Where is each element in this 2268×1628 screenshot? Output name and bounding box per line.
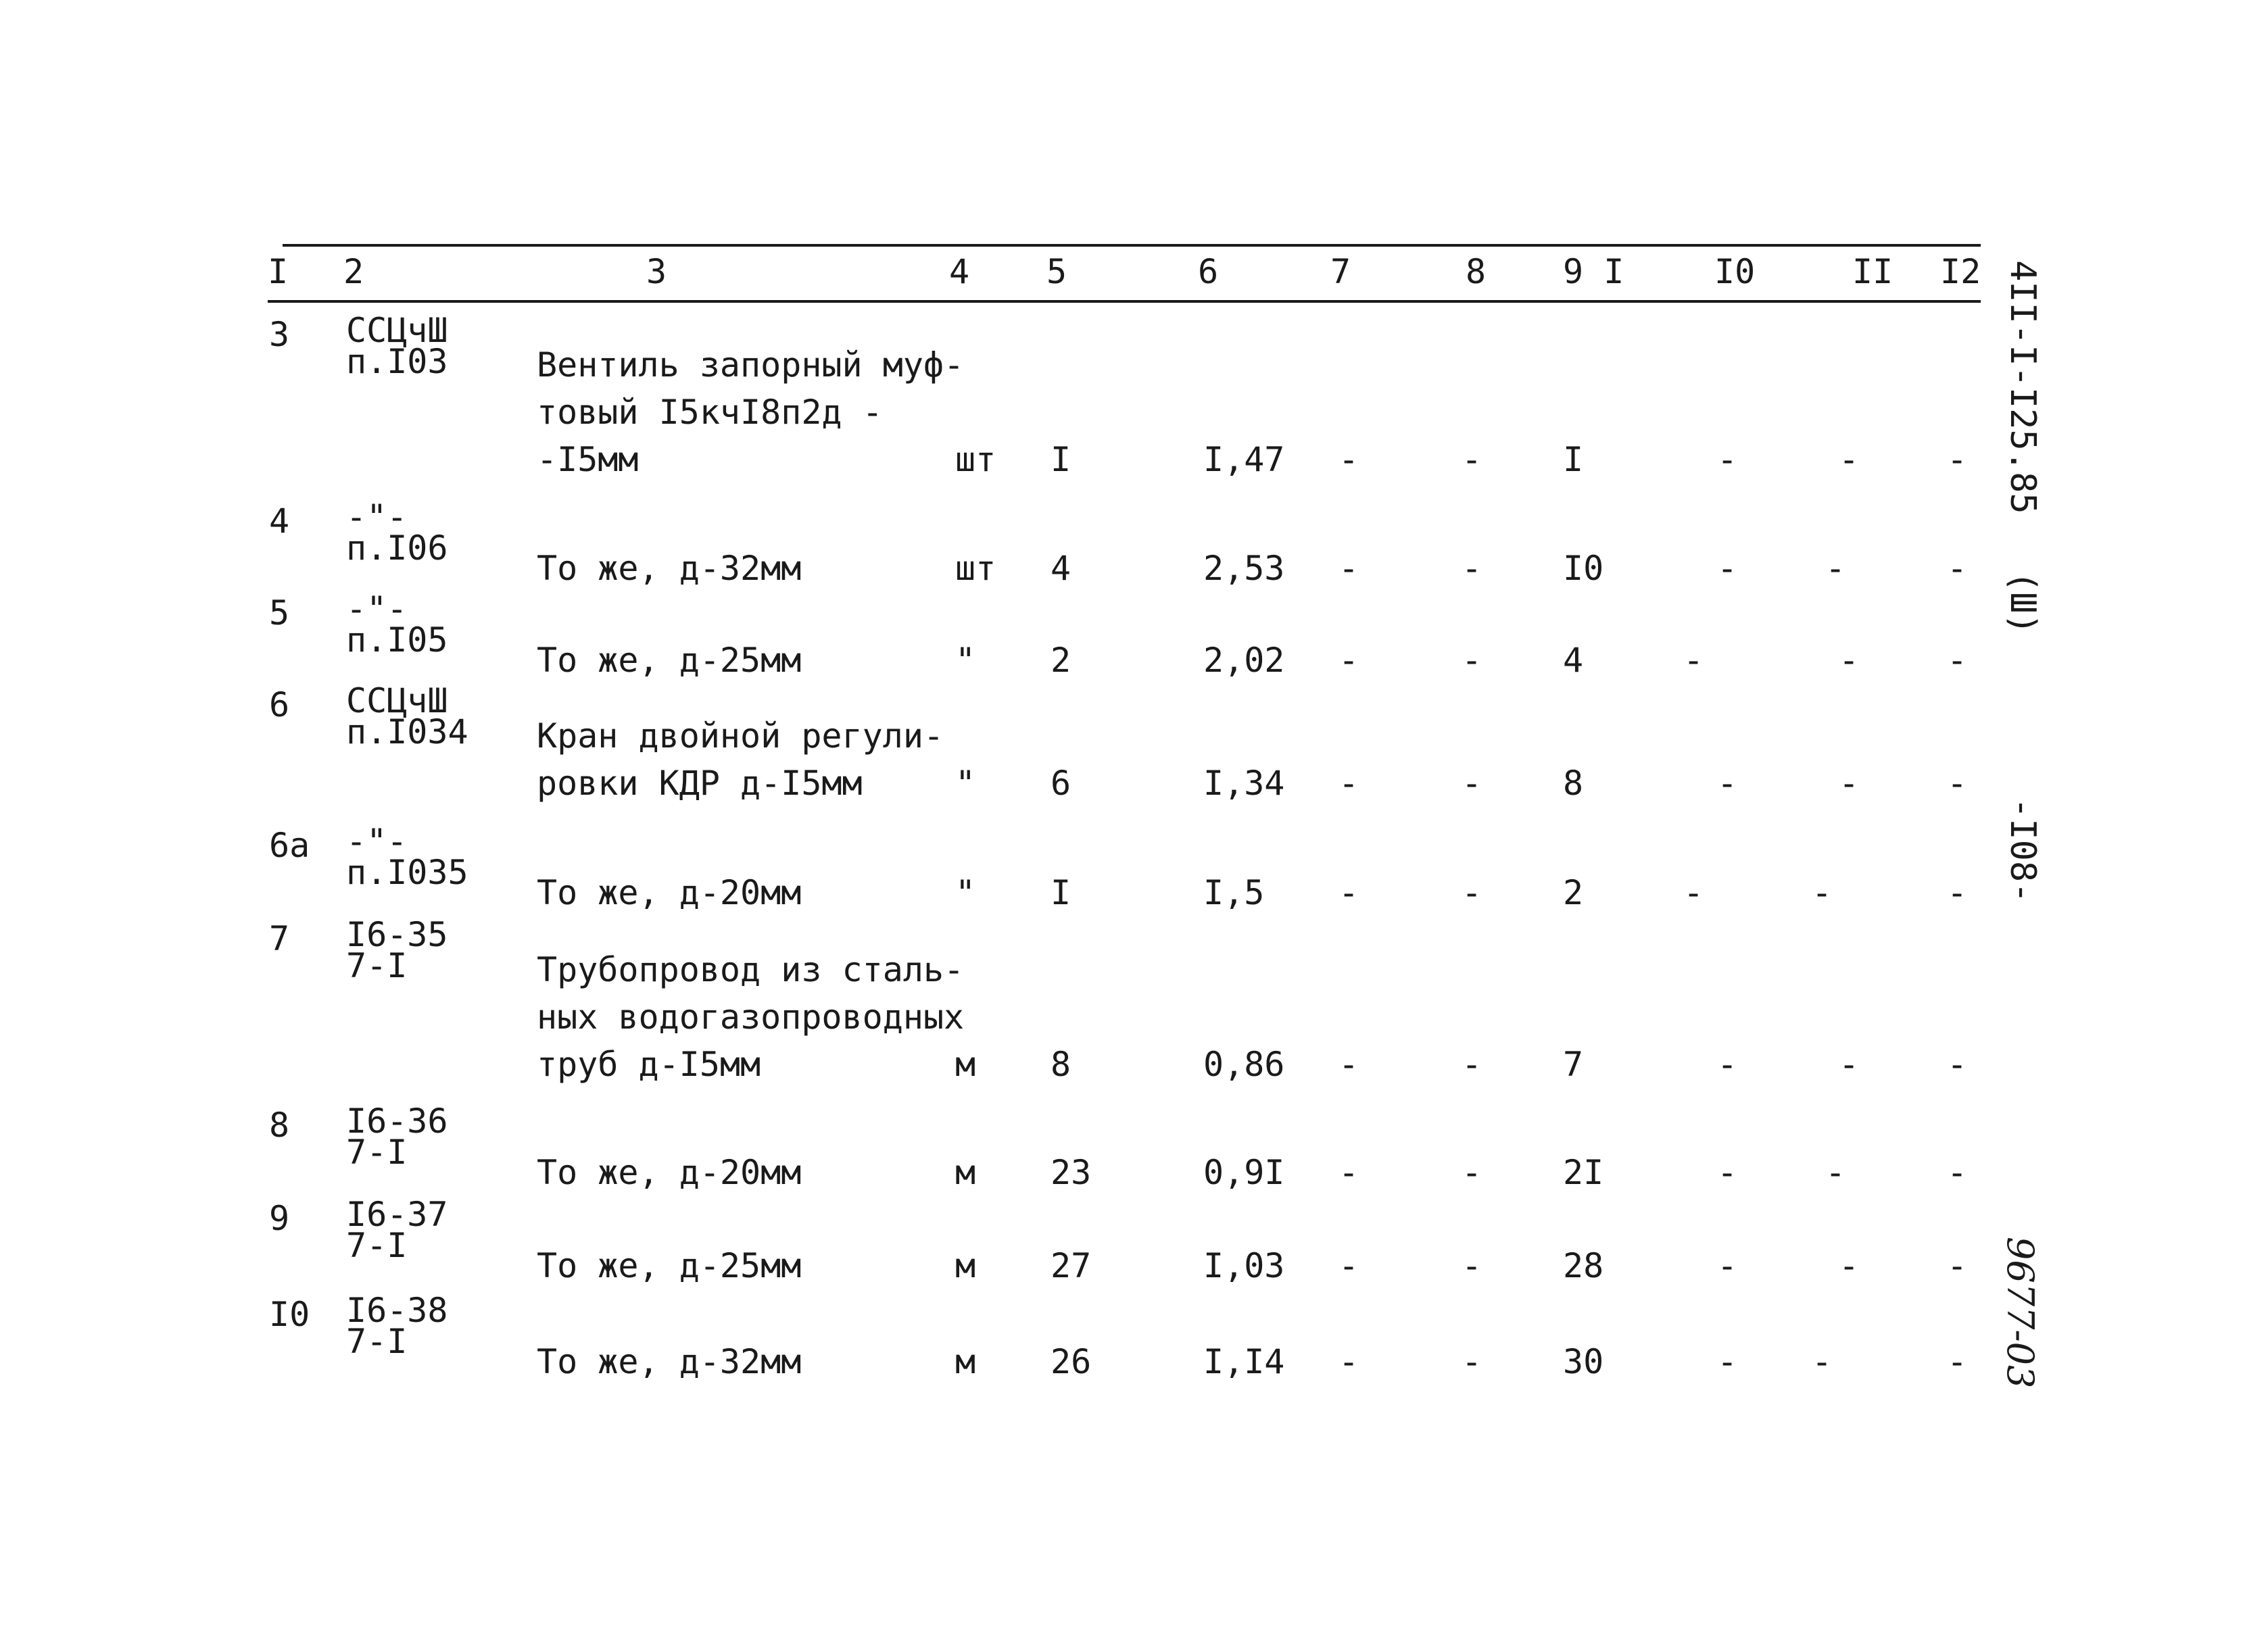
row-unit: " xyxy=(955,873,976,912)
row-col-7: - xyxy=(1338,1153,1359,1192)
row-col-10: - xyxy=(1717,549,1738,588)
row-col-8: - xyxy=(1462,873,1482,912)
row-col-12: - xyxy=(1947,873,1968,912)
row-col-10: - xyxy=(1683,641,1704,680)
row-col-12: - xyxy=(1947,764,1968,803)
row-code: п.I034 xyxy=(346,712,468,751)
header-col-11: II xyxy=(1852,252,1893,291)
row-unit: " xyxy=(955,764,976,803)
row-col-12: - xyxy=(1947,1153,1968,1192)
row-col-11: - xyxy=(1825,549,1846,588)
row-code: ССЦчШ xyxy=(346,681,448,720)
row-col-11: - xyxy=(1839,1045,1860,1084)
row-col-7: - xyxy=(1338,1246,1359,1285)
row-quantity: 2 xyxy=(1051,641,1071,680)
row-col-9: I xyxy=(1563,440,1584,479)
row-code: 7-I xyxy=(346,1322,408,1361)
handwritten-note: 9677-03 xyxy=(1999,1237,2042,1389)
row-col-9: 28 xyxy=(1563,1246,1604,1285)
document-code: 4II-I-I25.85 xyxy=(2002,260,2043,514)
row-code: 7-I xyxy=(346,1226,408,1265)
row-description: ных водогазопроводных xyxy=(537,997,965,1037)
row-col-9: 4 xyxy=(1563,641,1584,680)
row-quantity: I xyxy=(1051,440,1071,479)
row-code: -"- xyxy=(346,497,408,537)
row-description: То же, д-32мм xyxy=(537,549,802,588)
row-number: I0 xyxy=(269,1295,310,1334)
row-col-9: 8 xyxy=(1563,764,1584,803)
row-col-8: - xyxy=(1462,764,1482,803)
row-code: п.I06 xyxy=(346,528,448,568)
row-col-8: - xyxy=(1462,1153,1482,1192)
row-description: Кран двойной регули- xyxy=(537,716,944,756)
row-description: То же, д-20мм xyxy=(537,873,802,912)
header-col-9: 9 I xyxy=(1563,252,1624,291)
row-price: 2,53 xyxy=(1203,549,1285,588)
header-col-5: 5 xyxy=(1046,252,1067,291)
row-code: п.I03 xyxy=(346,342,448,381)
row-code: п.I05 xyxy=(346,620,448,660)
row-description: -I5мм xyxy=(537,440,639,479)
row-number: 5 xyxy=(269,593,290,633)
row-col-9: 2I xyxy=(1563,1153,1604,1192)
page-number: -I08- xyxy=(2002,797,2043,904)
row-quantity: 4 xyxy=(1051,549,1071,588)
row-price: I,I4 xyxy=(1203,1342,1285,1381)
row-col-8: - xyxy=(1462,549,1482,588)
row-col-9: 7 xyxy=(1563,1045,1584,1084)
row-code: п.I035 xyxy=(346,853,468,892)
row-col-11: - xyxy=(1839,1246,1860,1285)
row-number: 9 xyxy=(269,1199,290,1238)
row-unit: м xyxy=(955,1045,976,1084)
row-unit: шт xyxy=(955,549,996,588)
header-col-1: I xyxy=(268,252,289,291)
row-number: 6 xyxy=(269,685,290,724)
row-col-8: - xyxy=(1462,1045,1482,1084)
row-col-9: 2 xyxy=(1563,873,1584,912)
row-col-11: - xyxy=(1839,641,1860,680)
row-col-11: - xyxy=(1812,873,1833,912)
row-number: 4 xyxy=(269,501,290,541)
row-code: 7-I xyxy=(346,946,408,985)
header-col-10: I0 xyxy=(1714,252,1756,291)
header-col-6: 6 xyxy=(1198,252,1219,291)
row-price: 0,9I xyxy=(1203,1153,1285,1192)
row-col-11: - xyxy=(1812,1342,1833,1381)
row-col-8: - xyxy=(1462,1246,1482,1285)
row-price: I,5 xyxy=(1203,873,1265,912)
row-number: 7 xyxy=(269,919,290,958)
row-price: I,47 xyxy=(1203,440,1285,479)
row-code: 7-I xyxy=(346,1133,408,1172)
row-col-10: - xyxy=(1717,1153,1738,1192)
row-number: 3 xyxy=(269,315,290,354)
header-col-8: 8 xyxy=(1466,252,1487,291)
row-col-12: - xyxy=(1947,1246,1968,1285)
row-col-11: - xyxy=(1839,440,1860,479)
row-col-10: - xyxy=(1683,873,1704,912)
row-code: -"- xyxy=(346,822,408,861)
row-code: -"- xyxy=(346,589,408,628)
row-unit: м xyxy=(955,1153,976,1192)
row-col-8: - xyxy=(1462,440,1482,479)
row-description: То же, д-32мм xyxy=(537,1342,802,1381)
row-price: I,34 xyxy=(1203,764,1285,803)
row-description: То же, д-25мм xyxy=(537,1246,802,1285)
header-col-4: 4 xyxy=(949,252,970,291)
table-header-rule xyxy=(268,300,1981,303)
document-part: (Ш) xyxy=(2002,571,2043,635)
row-unit: шт xyxy=(955,440,996,479)
row-code: I6-37 xyxy=(346,1195,448,1234)
row-col-10: - xyxy=(1717,1045,1738,1084)
row-col-10: - xyxy=(1717,1342,1738,1381)
row-col-10: - xyxy=(1717,1246,1738,1285)
header-col-3: 3 xyxy=(646,252,667,291)
row-quantity: 6 xyxy=(1051,764,1071,803)
row-description: ровки КДР д-I5мм xyxy=(537,764,863,803)
row-col-7: - xyxy=(1338,873,1359,912)
row-col-12: - xyxy=(1947,549,1968,588)
header-col-12: I2 xyxy=(1940,252,1981,291)
row-unit: " xyxy=(955,641,976,680)
table-top-rule xyxy=(283,244,1981,247)
row-col-7: - xyxy=(1338,1045,1359,1084)
row-col-9: 30 xyxy=(1563,1342,1604,1381)
row-description: товый I5кчI8п2д - xyxy=(537,393,883,432)
row-quantity: 27 xyxy=(1051,1246,1092,1285)
row-unit: м xyxy=(955,1246,976,1285)
row-price: 0,86 xyxy=(1203,1045,1285,1084)
row-col-10: - xyxy=(1717,764,1738,803)
row-price: I,03 xyxy=(1203,1246,1285,1285)
row-code: ССЦчШ xyxy=(346,311,448,350)
header-col-2: 2 xyxy=(343,252,364,291)
row-description: Трубопровод из сталь- xyxy=(537,950,965,989)
row-col-12: - xyxy=(1947,1342,1968,1381)
row-col-11: - xyxy=(1839,764,1860,803)
row-number: 8 xyxy=(269,1106,290,1145)
row-col-7: - xyxy=(1338,1342,1359,1381)
row-description: То же, д-25мм xyxy=(537,641,802,680)
header-col-7: 7 xyxy=(1330,252,1351,291)
row-col-9: I0 xyxy=(1563,549,1604,588)
row-quantity: 8 xyxy=(1051,1045,1071,1084)
row-description: труб д-I5мм xyxy=(537,1045,761,1084)
row-col-7: - xyxy=(1338,440,1359,479)
row-unit: м xyxy=(955,1342,976,1381)
row-quantity: I xyxy=(1051,873,1071,912)
row-col-10: - xyxy=(1717,440,1738,479)
row-col-8: - xyxy=(1462,641,1482,680)
row-price: 2,02 xyxy=(1203,641,1285,680)
row-col-12: - xyxy=(1947,1045,1968,1084)
row-col-7: - xyxy=(1338,641,1359,680)
row-col-7: - xyxy=(1338,549,1359,588)
row-col-7: - xyxy=(1338,764,1359,803)
row-description: Вентиль запорный муф- xyxy=(537,345,965,385)
row-code: I6-38 xyxy=(346,1291,448,1330)
row-quantity: 26 xyxy=(1051,1342,1092,1381)
row-col-12: - xyxy=(1947,440,1968,479)
row-col-8: - xyxy=(1462,1342,1482,1381)
row-description: То же, д-20мм xyxy=(537,1153,802,1192)
row-col-12: - xyxy=(1947,641,1968,680)
row-code: I6-36 xyxy=(346,1102,448,1141)
row-quantity: 23 xyxy=(1051,1153,1092,1192)
row-number: 6а xyxy=(269,826,310,865)
row-code: I6-35 xyxy=(346,915,448,954)
row-col-11: - xyxy=(1825,1153,1846,1192)
